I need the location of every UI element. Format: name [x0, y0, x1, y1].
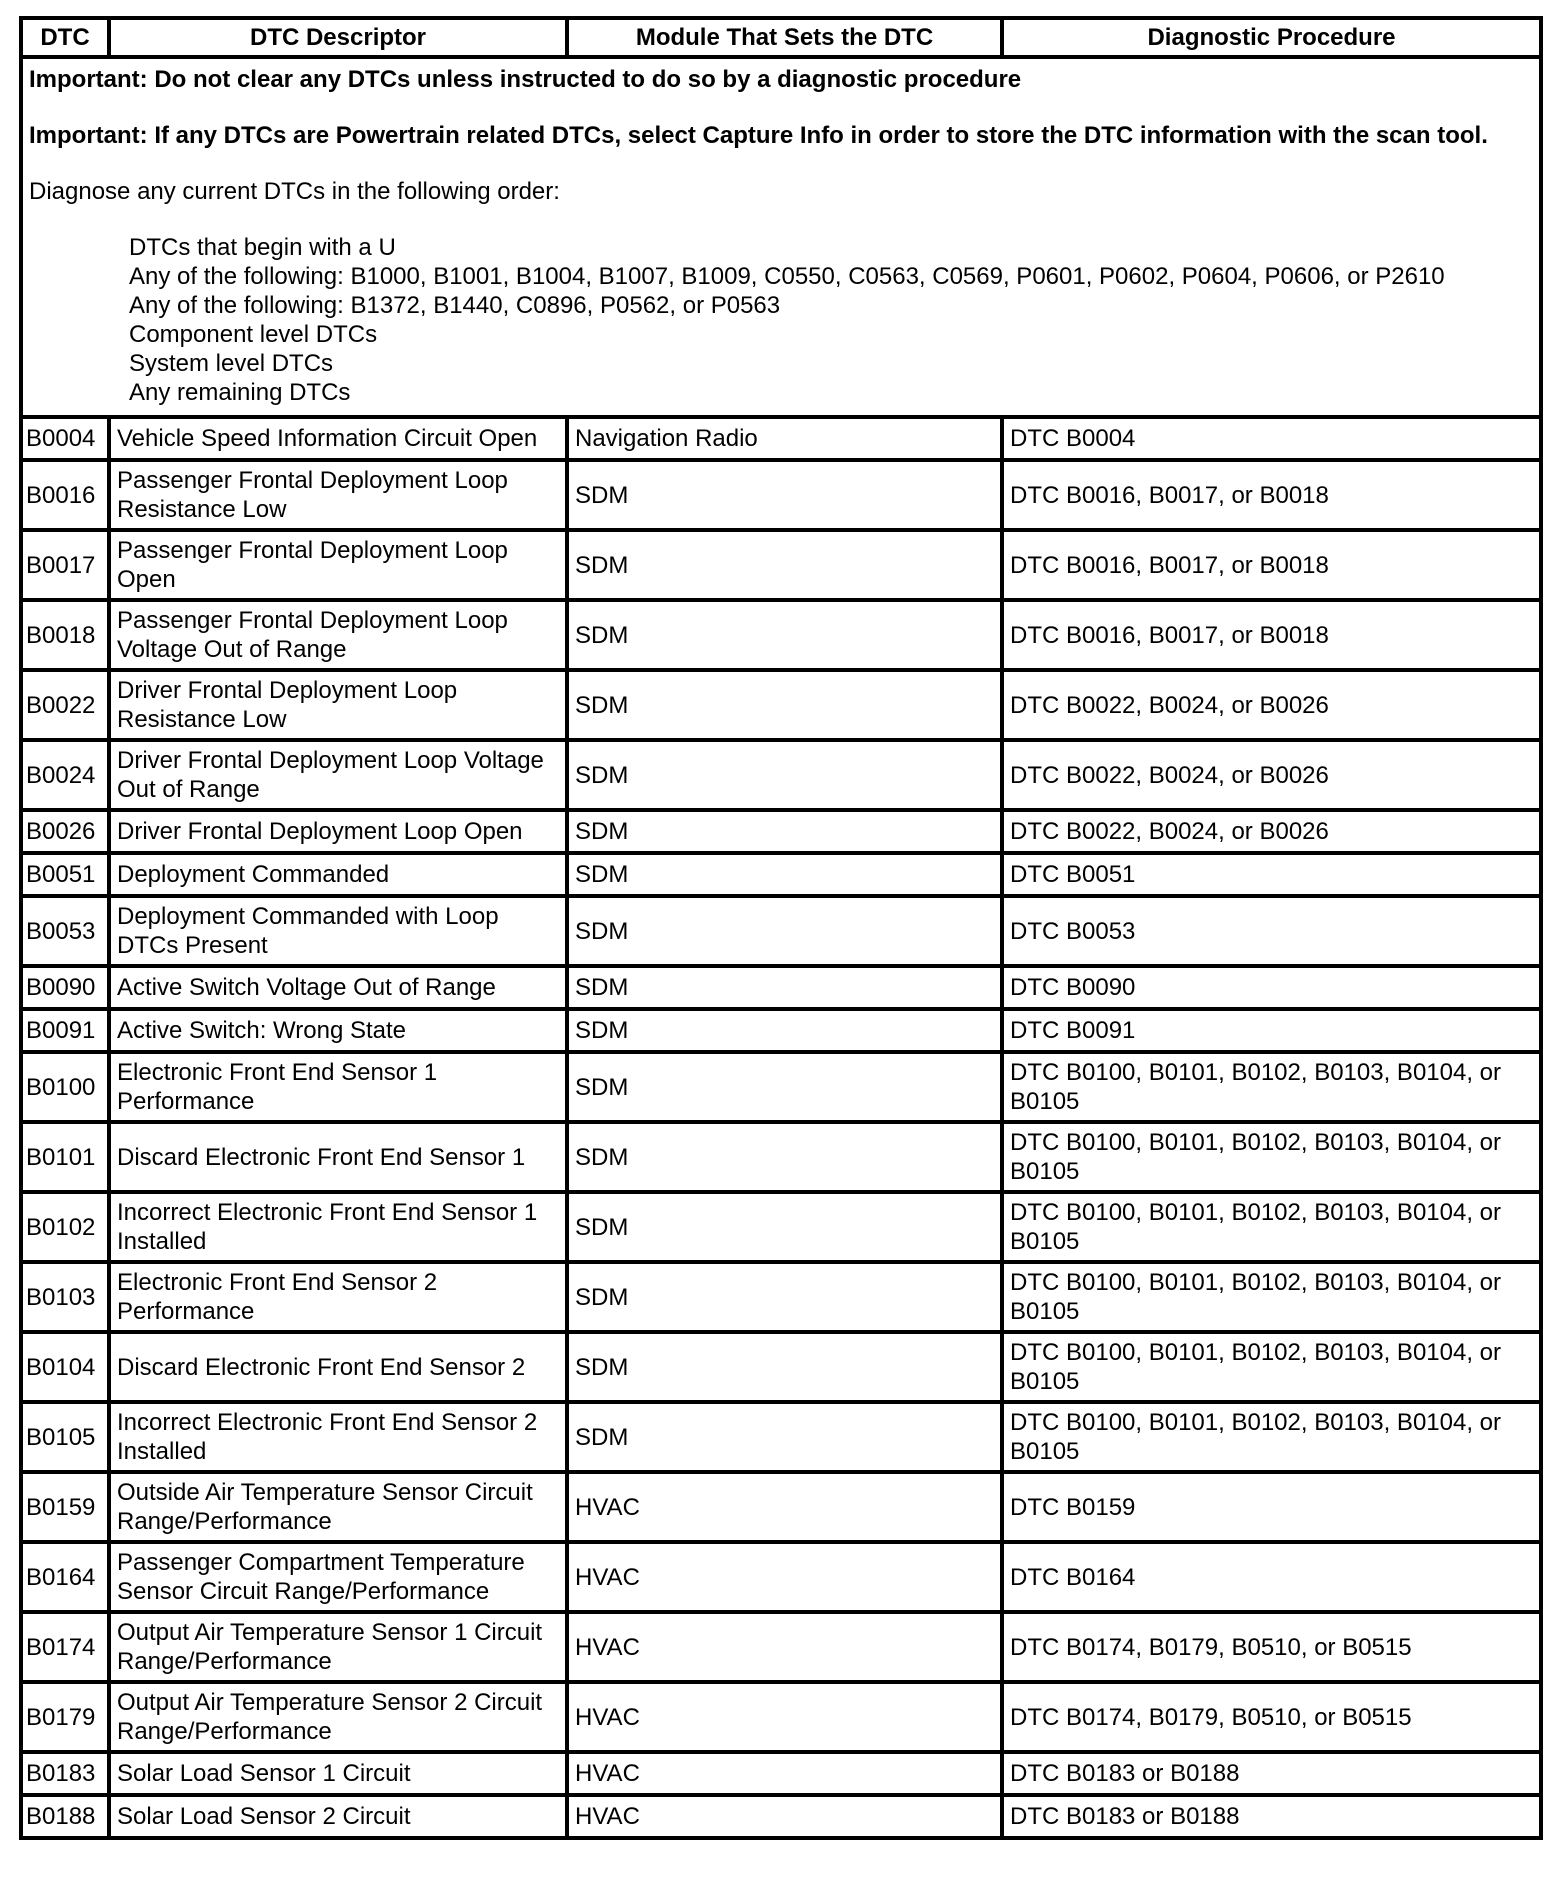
table-row: [21, 1332, 1541, 1402]
table-row: [21, 1262, 1541, 1332]
table-row: [21, 810, 1541, 853]
table-row: [21, 853, 1541, 896]
dtc-descriptor-cell: Passenger Frontal Deployment Loop Open: [109, 530, 567, 600]
module-cell: HVAC: [567, 1795, 1002, 1838]
table-row: [21, 1472, 1541, 1542]
module-cell: SDM: [567, 1332, 1002, 1402]
module-cell: SDM: [567, 810, 1002, 853]
dtc-code-cell: B0179: [21, 1682, 109, 1752]
table-row: [21, 966, 1541, 1009]
module-cell: SDM: [567, 1052, 1002, 1122]
order-item: System level DTCs: [129, 350, 334, 377]
diagnostic-order-list: [29, 233, 1533, 407]
table-row: [21, 530, 1541, 600]
module-cell: HVAC: [567, 1752, 1002, 1795]
table-row: [21, 670, 1541, 740]
dtc-code-cell: B0183: [21, 1752, 109, 1795]
module-cell: SDM: [567, 1192, 1002, 1262]
table-row: [21, 1052, 1541, 1122]
procedure-cell: DTC B0022, B0024, or B0026: [1002, 810, 1541, 853]
dtc-code-cell: B0026: [21, 810, 109, 853]
important-note-1: Important: Do not clear any DTCs unless instructed to do so by a diagnostic procedure: [29, 66, 1022, 93]
procedure-cell: DTC B0183 or B0188: [1002, 1752, 1541, 1795]
dtc-descriptor-cell: Incorrect Electronic Front End Sensor 2 Installed: [109, 1402, 567, 1472]
module-cell: HVAC: [567, 1542, 1002, 1612]
table-row: [21, 1542, 1541, 1612]
procedure-cell: DTC B0051: [1002, 853, 1541, 896]
table-row: [21, 1752, 1541, 1795]
procedure-cell: DTC B0053: [1002, 896, 1541, 966]
dtc-descriptor-cell: Driver Frontal Deployment Loop Voltage Out of Range: [109, 740, 567, 810]
dtc-descriptor-cell: Solar Load Sensor 2 Circuit: [109, 1795, 567, 1838]
dtc-code-cell: B0102: [21, 1192, 109, 1262]
dtc-descriptor-cell: Active Switch Voltage Out of Range: [109, 966, 567, 1009]
dtc-code-cell: B0159: [21, 1472, 109, 1542]
dtc-code-cell: B0188: [21, 1795, 109, 1838]
dtc-code-cell: B0091: [21, 1009, 109, 1052]
dtc-code-cell: B0174: [21, 1612, 109, 1682]
dtc-descriptor-cell: Incorrect Electronic Front End Sensor 1 Installed: [109, 1192, 567, 1262]
module-cell: HVAC: [567, 1472, 1002, 1542]
procedure-cell: DTC B0159: [1002, 1472, 1541, 1542]
module-cell: SDM: [567, 1262, 1002, 1332]
dtc-code-cell: B0053: [21, 896, 109, 966]
procedure-cell: DTC B0174, B0179, B0510, or B0515: [1002, 1682, 1541, 1752]
procedure-cell: DTC B0022, B0024, or B0026: [1002, 740, 1541, 810]
dtc-descriptor-cell: Driver Frontal Deployment Loop Resistance Low: [109, 670, 567, 740]
dtc-descriptor-cell: Output Air Temperature Sensor 2 Circuit Range/Performance: [109, 1682, 567, 1752]
procedure-cell: DTC B0164: [1002, 1542, 1541, 1612]
table-row: [21, 460, 1541, 530]
dtc-descriptor-cell: Passenger Compartment Temperature Sensor Circuit Range/Performance: [109, 1542, 567, 1612]
module-cell: SDM: [567, 966, 1002, 1009]
module-cell: Navigation Radio: [567, 417, 1002, 460]
notes-row: [21, 57, 1541, 417]
module-cell: SDM: [567, 896, 1002, 966]
dtc-code-cell: B0101: [21, 1122, 109, 1192]
header-row: [21, 18, 1541, 57]
module-cell: HVAC: [567, 1682, 1002, 1752]
dtc-code-cell: B0017: [21, 530, 109, 600]
important-note-2: Important: If any DTCs are Powertrain related DTCs, select Capture Info in order to store the DTC information with the scan tool.: [29, 122, 1488, 149]
dtc-code-cell: B0024: [21, 740, 109, 810]
module-cell: SDM: [567, 530, 1002, 600]
module-cell: SDM: [567, 1402, 1002, 1472]
dtc-code-cell: B0090: [21, 966, 109, 1009]
procedure-cell: DTC B0100, B0101, B0102, B0103, B0104, or B0105: [1002, 1122, 1541, 1192]
dtc-code-cell: B0100: [21, 1052, 109, 1122]
module-cell: SDM: [567, 600, 1002, 670]
dtc-code-cell: B0016: [21, 460, 109, 530]
dtc-descriptor-cell: Passenger Frontal Deployment Loop Resistance Low: [109, 460, 567, 530]
dtc-descriptor-cell: Passenger Frontal Deployment Loop Voltage Out of Range: [109, 600, 567, 670]
dtc-descriptor-cell: Discard Electronic Front End Sensor 2: [109, 1332, 567, 1402]
procedure-cell: DTC B0100, B0101, B0102, B0103, B0104, or B0105: [1002, 1192, 1541, 1262]
order-item: Component level DTCs: [129, 321, 378, 348]
dtc-descriptor-cell: Electronic Front End Sensor 1 Performance: [109, 1052, 567, 1122]
procedure-cell: DTC B0090: [1002, 966, 1541, 1009]
header-dtc: DTC: [21, 18, 109, 57]
dtc-code-cell: B0022: [21, 670, 109, 740]
table-row: [21, 1122, 1541, 1192]
table-row: [21, 600, 1541, 670]
order-item: Any of the following: B1372, B1440, C0896, P0562, or P0563: [129, 292, 781, 319]
order-item: Any of the following: B1000, B1001, B1004, B1007, B1009, C0550, C0563, C0569, P0601, P0602, P0604, P0606, or P2610: [129, 263, 1445, 290]
table-row: [21, 1009, 1541, 1052]
dtc-code-cell: B0004: [21, 417, 109, 460]
dtc-code-cell: B0051: [21, 853, 109, 896]
dtc-descriptor-cell: Deployment Commanded with Loop DTCs Present: [109, 896, 567, 966]
header-procedure: Diagnostic Procedure: [1002, 18, 1541, 57]
dtc-descriptor-cell: Output Air Temperature Sensor 1 Circuit Range/Performance: [109, 1612, 567, 1682]
module-cell: SDM: [567, 853, 1002, 896]
dtc-descriptor-cell: Outside Air Temperature Sensor Circuit Range/Performance: [109, 1472, 567, 1542]
table-row: [21, 1682, 1541, 1752]
dtc-code-cell: B0164: [21, 1542, 109, 1612]
module-cell: SDM: [567, 460, 1002, 530]
procedure-cell: DTC B0004: [1002, 417, 1541, 460]
dtc-code-cell: B0018: [21, 600, 109, 670]
table-row: [21, 1402, 1541, 1472]
procedure-cell: DTC B0174, B0179, B0510, or B0515: [1002, 1612, 1541, 1682]
dtc-descriptor-cell: Driver Frontal Deployment Loop Open: [109, 810, 567, 853]
module-cell: HVAC: [567, 1612, 1002, 1682]
procedure-cell: DTC B0100, B0101, B0102, B0103, B0104, or B0105: [1002, 1262, 1541, 1332]
table-row: [21, 896, 1541, 966]
header-module: Module That Sets the DTC: [567, 18, 1002, 57]
procedure-cell: DTC B0016, B0017, or B0018: [1002, 600, 1541, 670]
dtc-code-cell: B0105: [21, 1402, 109, 1472]
module-cell: SDM: [567, 670, 1002, 740]
module-cell: SDM: [567, 1009, 1002, 1052]
procedure-cell: DTC B0016, B0017, or B0018: [1002, 530, 1541, 600]
table-row: [21, 1612, 1541, 1682]
notes-cell: [21, 57, 1541, 417]
order-item: DTCs that begin with a U: [129, 234, 396, 261]
procedure-cell: DTC B0183 or B0188: [1002, 1795, 1541, 1838]
diagnose-intro: Diagnose any current DTCs in the following order:: [29, 178, 560, 205]
header-descriptor: DTC Descriptor: [109, 18, 567, 57]
procedure-cell: DTC B0022, B0024, or B0026: [1002, 670, 1541, 740]
table-row: [21, 1192, 1541, 1262]
procedure-cell: DTC B0100, B0101, B0102, B0103, B0104, or B0105: [1002, 1332, 1541, 1402]
procedure-cell: DTC B0100, B0101, B0102, B0103, B0104, or B0105: [1002, 1402, 1541, 1472]
dtc-descriptor-cell: Solar Load Sensor 1 Circuit: [109, 1752, 567, 1795]
procedure-cell: DTC B0100, B0101, B0102, B0103, B0104, or B0105: [1002, 1052, 1541, 1122]
dtc-code-cell: B0103: [21, 1262, 109, 1332]
dtc-code-cell: B0104: [21, 1332, 109, 1402]
dtc-descriptor-cell: Electronic Front End Sensor 2 Performance: [109, 1262, 567, 1332]
dtc-descriptor-cell: Vehicle Speed Information Circuit Open: [109, 417, 567, 460]
dtc-table: [19, 16, 1543, 1840]
dtc-descriptor-cell: Active Switch: Wrong State: [109, 1009, 567, 1052]
table-row: [21, 740, 1541, 810]
dtc-descriptor-cell: Discard Electronic Front End Sensor 1: [109, 1122, 567, 1192]
module-cell: SDM: [567, 1122, 1002, 1192]
procedure-cell: DTC B0016, B0017, or B0018: [1002, 460, 1541, 530]
table-row: [21, 1795, 1541, 1838]
module-cell: SDM: [567, 740, 1002, 810]
dtc-descriptor-cell: Deployment Commanded: [109, 853, 567, 896]
order-item: Any remaining DTCs: [129, 379, 351, 406]
procedure-cell: DTC B0091: [1002, 1009, 1541, 1052]
table-row: [21, 417, 1541, 460]
